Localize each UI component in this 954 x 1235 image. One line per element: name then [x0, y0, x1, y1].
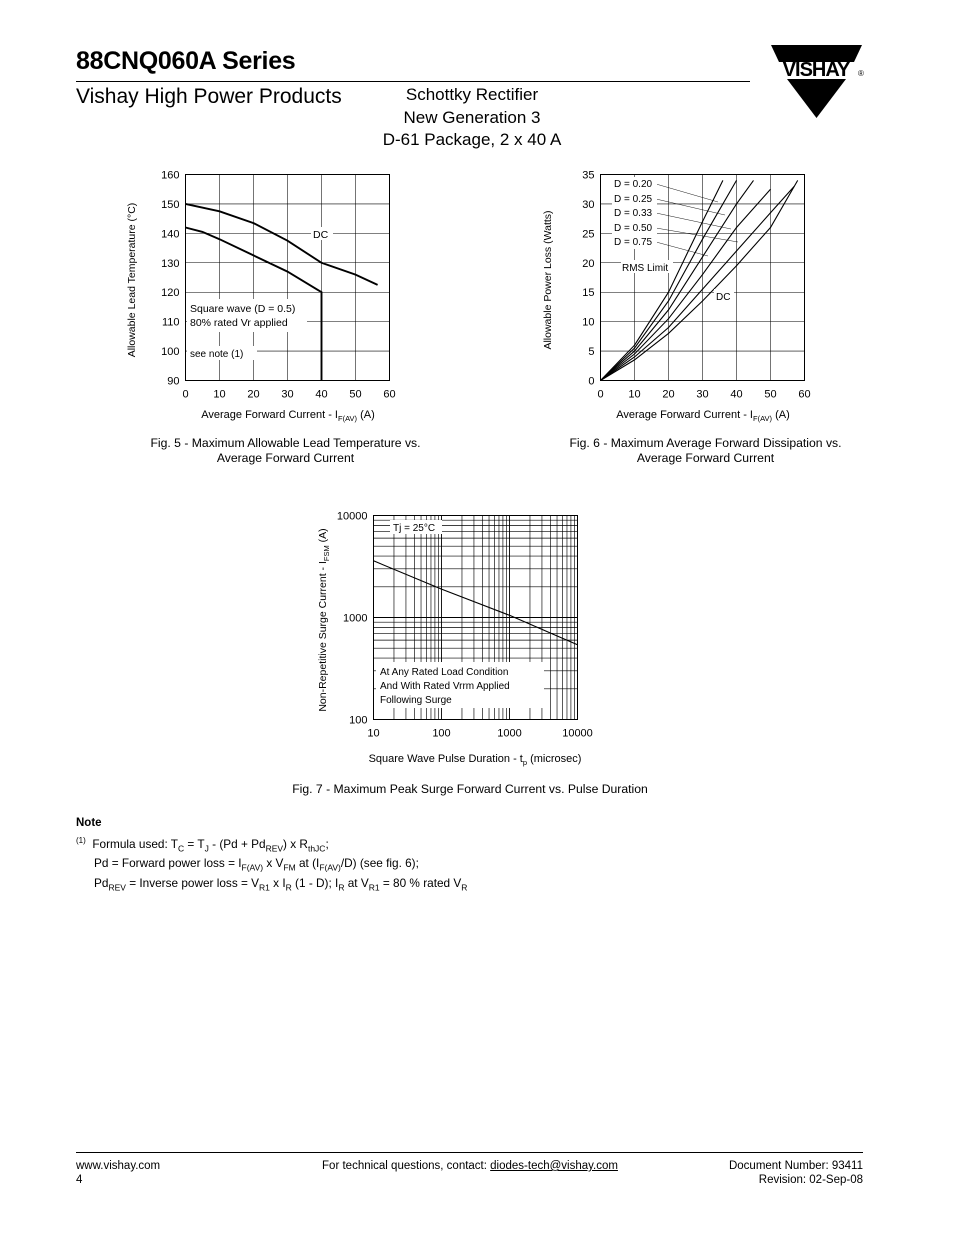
fig7-y-label: Non-Repetitive Surge Current - $I_{FSM}$ (A)	[317, 528, 331, 712]
fig6-x-ticks	[597, 389, 810, 401]
x-tick-label: 50	[764, 388, 777, 401]
y-tick-label: 10000	[336, 510, 368, 523]
y-tick-label: 25	[582, 228, 595, 241]
y-tick-label: 140	[161, 228, 180, 241]
footer-contact-prefix: For technical questions, contact:	[322, 1160, 491, 1172]
caption-line: Fig. 5 - Maximum Allowable Lead Temperature vs.	[150, 436, 421, 450]
x-tick-label: 30	[281, 388, 294, 401]
caption-line: Fig. 7 - Maximum Peak Surge Forward Current vs. Pulse Duration	[292, 782, 648, 796]
fig5-x-ticks	[182, 389, 395, 401]
y-tick-label: 100	[161, 346, 180, 359]
caption-line: Average Forward Current	[636, 451, 775, 465]
series-line	[374, 561, 578, 645]
caption-line: Average Forward Current	[216, 451, 355, 465]
fig7-annotation: And With Rated Vrrm Applied	[380, 681, 510, 692]
fig6-rms-limit-label: RMS Limit	[622, 263, 669, 274]
y-tick-label: 110	[161, 316, 180, 329]
fig5-y-label: Allowable Lead Temperature (°C)	[126, 202, 138, 358]
y-tick-label: 10	[582, 316, 595, 329]
footer-revision: Revision: 02-Sep-08	[758, 1174, 863, 1186]
fig7-x-ticks	[367, 728, 592, 740]
fig5-note-ref: see note (1)	[190, 349, 244, 360]
fig6-caption	[552, 436, 859, 466]
x-tick-label: 60	[798, 388, 811, 401]
y-tick-label: 100	[349, 714, 368, 727]
footer-page-number: 4	[76, 1174, 83, 1186]
y-tick-label: 1000	[343, 612, 368, 625]
fig7-chart	[310, 500, 610, 780]
fig6-chart	[533, 160, 823, 430]
fig5-chart	[118, 160, 408, 430]
x-tick-label: 1000	[497, 727, 522, 740]
y-tick-label: 90	[167, 375, 180, 388]
note-line: $Pd_{REV}$ = Inverse power loss = $V_{R1}$ x $I_R$ (1 - D); $I_R$ at $V_{R1} = 80$ % rated $V_R$	[94, 875, 468, 892]
x-tick-label: 40	[730, 388, 743, 401]
fig7-annotation: Following Surge	[380, 695, 452, 706]
logo-text: VISHAY	[782, 59, 850, 81]
division-name: Vishay High Power Products	[76, 85, 342, 108]
x-tick-label: 10	[628, 388, 641, 401]
x-tick-label: 20	[662, 388, 675, 401]
fig6-legend-item: D = 0.50	[614, 223, 653, 234]
y-tick-label: 160	[161, 169, 180, 182]
fig5-annotation: Square wave (D = 0.5)	[190, 303, 296, 315]
fig6-legend-item: D = 0.75	[614, 237, 653, 248]
x-tick-label: 20	[247, 388, 260, 401]
note-line: Pd = Forward power loss = $I_{F(AV)}$ x $V_{FM}$ at $(I_{F(AV)}/D)$ (see fig. 6);	[94, 856, 419, 873]
series-title: 88CNQ060A Series	[76, 47, 296, 75]
note-marker: (1)	[76, 836, 86, 845]
fig7-caption	[180, 782, 760, 797]
x-tick-label: 0	[182, 388, 189, 401]
x-tick-label: 30	[696, 388, 709, 401]
y-tick-label: 20	[582, 257, 595, 270]
y-tick-label: 120	[161, 287, 180, 300]
caption-line: Fig. 6 - Maximum Average Forward Dissipation vs.	[569, 436, 842, 450]
x-tick-label: 10	[213, 388, 226, 401]
fig6-y-label: Allowable Power Loss (Watts)	[542, 210, 554, 350]
x-tick-label: 100	[432, 727, 451, 740]
product-line: D-61 Package, 2 x 40 A	[382, 130, 562, 149]
series-line	[186, 204, 378, 285]
product-line: New Generation 3	[403, 107, 541, 127]
fig6-legend-item: D = 0.25	[614, 194, 653, 205]
fig6-legend-item: D = 0.33	[614, 208, 653, 219]
x-tick-label: 10000	[562, 727, 593, 740]
fig5-annotation: 80% rated Vr applied	[190, 317, 288, 329]
y-tick-label: 5	[588, 346, 595, 359]
note-line: $^{(1)}$ Formula used: $T_C = T_J - (Pd + Pd_{REV})$ x $R_{thJC}$;	[76, 836, 329, 854]
product-description	[360, 84, 584, 152]
fig5-y-ticks	[161, 170, 179, 388]
y-tick-label: 15	[582, 287, 595, 300]
fig7-temperature-label: Tj = 25°C	[393, 523, 436, 534]
y-tick-label: 35	[582, 169, 595, 182]
fig7-series	[374, 561, 578, 645]
footer-left	[76, 1159, 160, 1187]
vishay-logo	[768, 42, 865, 120]
fig6-dc-label: DC	[716, 292, 731, 303]
y-tick-label: 30	[582, 198, 595, 211]
x-tick-label: 60	[383, 388, 396, 401]
footer-rule	[76, 1152, 863, 1153]
footer-website[interactable]: www.vishay.com	[76, 1160, 161, 1172]
fig6-y-ticks	[582, 170, 594, 388]
fig6-x-label: Average Forward Current - $I_{F(AV)}$ (A)	[616, 409, 790, 423]
y-tick-label: 150	[161, 198, 180, 211]
fig7-y-ticks	[337, 511, 368, 727]
fig5-caption	[118, 436, 453, 466]
footer-doc-number: Document Number: 93411	[728, 1160, 863, 1172]
note-title: Note	[76, 817, 102, 829]
footer-right	[660, 1159, 863, 1187]
footer-contact-email[interactable]: diodes-tech@vishay.com	[490, 1160, 618, 1172]
x-tick-label: 0	[597, 388, 604, 401]
product-line: Schottky Rectifier	[405, 85, 539, 104]
x-tick-label: 50	[349, 388, 362, 401]
fig7-annotation: At Any Rated Load Condition	[380, 667, 509, 678]
header-rule	[76, 81, 750, 82]
y-tick-label: 0	[588, 375, 595, 388]
fig5-x-label: Average Forward Current - $I_{F(AV)}$ (A)	[201, 409, 375, 423]
y-tick-label: 130	[161, 257, 180, 270]
fig7-x-label: Square Wave Pulse Duration - $t_p$ (microsec)	[368, 753, 582, 767]
registered-mark: ®	[858, 69, 864, 78]
note-body	[76, 833, 467, 895]
x-tick-label: 10	[367, 727, 380, 740]
fig6-legend-item: D = 0.20	[614, 179, 653, 190]
footer-contact	[300, 1159, 640, 1173]
fig5-dc-label: DC	[313, 229, 329, 241]
x-tick-label: 40	[315, 388, 328, 401]
